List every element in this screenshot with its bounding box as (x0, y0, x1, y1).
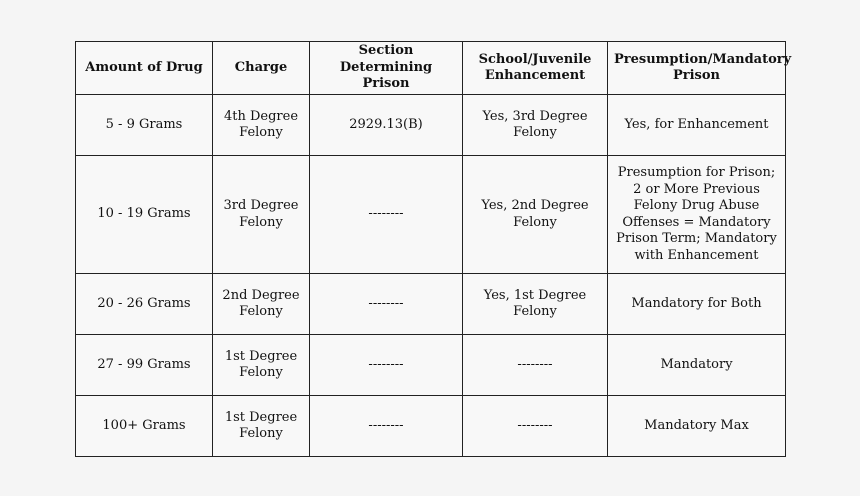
cell-section: -------- (310, 156, 463, 274)
table-row (76, 335, 786, 396)
cell-charge: 3rd Degree Felony (213, 156, 310, 274)
cell-presumption: Yes, for Enhancement (608, 95, 786, 156)
cell-presumption: Mandatory for Both (608, 274, 786, 335)
cell-section: -------- (310, 274, 463, 335)
table-row (76, 156, 786, 274)
cell-amount: 27 - 99 Grams (76, 335, 213, 396)
cell-enhancement: -------- (463, 396, 608, 457)
cell-charge: 4th Degree Felony (213, 95, 310, 156)
cell-amount: 5 - 9 Grams (76, 95, 213, 156)
table-row (76, 95, 786, 156)
header-amount-of-drug: Amount of Drug (76, 42, 213, 95)
cell-amount: 20 - 26 Grams (76, 274, 213, 335)
drug-sentencing-table (75, 41, 792, 457)
cell-charge: 2nd Degree Felony (213, 274, 310, 335)
cell-charge: 1st Degree Felony (213, 335, 310, 396)
cell-section: 2929.13(B) (310, 95, 463, 156)
cell-amount: 100+ Grams (76, 396, 213, 457)
cell-amount: 10 - 19 Grams (76, 156, 213, 274)
cell-presumption: Mandatory Max (608, 396, 786, 457)
cell-presumption: Presumption for Prison; 2 or More Previous Felony Drug Abuse Offenses = Mandatory Prison Term; Mandatory with Enhancement (608, 156, 786, 274)
header-charge: Charge (213, 42, 310, 95)
cell-enhancement: -------- (463, 335, 608, 396)
cell-enhancement: Yes, 1st Degree Felony (463, 274, 608, 335)
header-section-determining-prison: Section Determining Prison (310, 42, 463, 95)
cell-section: -------- (310, 396, 463, 457)
header-school-juvenile-enhancement: School/Juvenile Enhancement (463, 42, 608, 95)
table-row (76, 274, 786, 335)
drug-sentencing-table-container (75, 41, 792, 457)
cell-enhancement: Yes, 2nd Degree Felony (463, 156, 608, 274)
cell-enhancement: Yes, 3rd Degree Felony (463, 95, 608, 156)
header-presumption-mandatory-prison: Presumption/Mandatory Prison (608, 42, 786, 95)
table-row (76, 396, 786, 457)
table-header-row (76, 42, 786, 95)
cell-section: -------- (310, 335, 463, 396)
cell-charge: 1st Degree Felony (213, 396, 310, 457)
cell-presumption: Mandatory (608, 335, 786, 396)
